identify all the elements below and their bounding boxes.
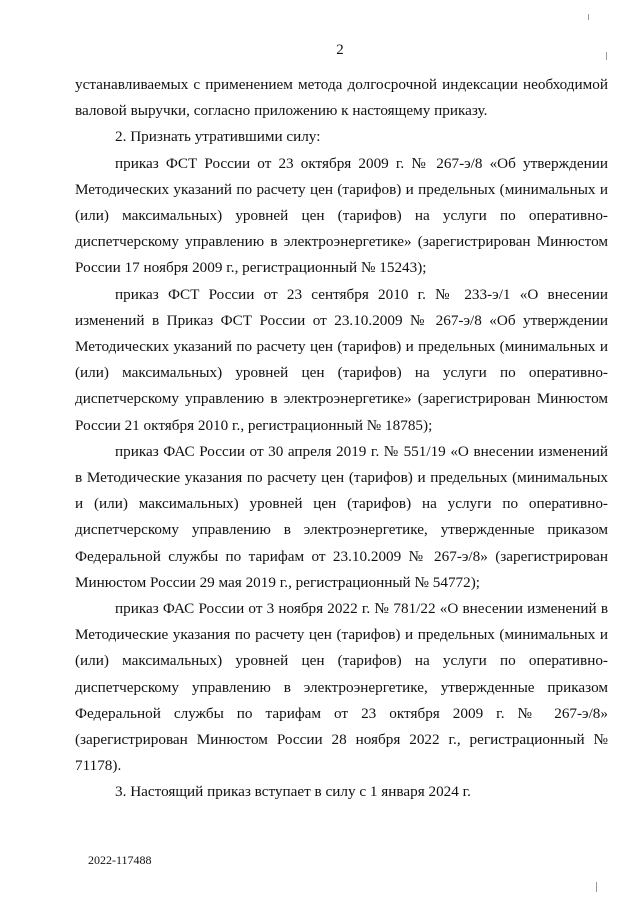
paragraph-order-fst-2009: приказ ФСТ России от 23 октября 2009 г. № 267-э/8 «Об утверждении Методических указаний по расчету цен (тарифов) и предельных (минимальных и (или) максимальных) уровней цен (тарифов) на услуги по оперативно-диспетчерскому управлению в электроэнергетике» (зарегистрирован Минюстом России 17 ноября 2009 г., регистрационный № 15243); — [75, 154, 608, 277]
document-body — [75, 72, 608, 806]
paragraph-order-fas-2019: приказ ФАС России от 30 апреля 2019 г. № 551/19 «О внесении изменений в Методические указания по расчету цен (тарифов) и предельных (минимальных и (или) максимальных) уровней цен (тарифов) на услуги по оперативно-диспетчерскому управлению в электроэнергетике, утвержденные приказом Федеральной службы по тарифам от 23.10.2009 № 267-э/8» (зарегистрирован Минюстом России 29 мая 2019 г., регистрационный № 54772); — [75, 442, 608, 591]
scan-artifact — [606, 52, 607, 60]
paragraph-order-fas-2022: приказ ФАС России от 3 ноября 2022 г. № 781/22 «О внесении изменений в Методические указания по расчету цен (тарифов) и предельных (минимальных и (или) максимальных) уровней цен (тарифов) на услуги по оперативно-диспетчерскому управлению в электроэнергетике, утвержденные приказом Федеральной службы по тарифам от 23 октября 2009 г. № 267-э/8» (зарегистрирован Минюстом России 28 ноября 2022 г., регистрационный № 71178). — [75, 600, 608, 775]
scan-artifact — [588, 14, 589, 20]
document-registration-code: 2022-117488 — [88, 853, 152, 867]
scan-artifact — [596, 882, 597, 892]
paragraph-continuation: устанавливаемых с применением метода долгосрочной индексации необходимой валовой выручки, согласно приложению к настоящему приказу. — [75, 76, 608, 120]
paragraph-item-2: 2. Признать утратившими силу: — [115, 128, 321, 146]
page-number: 2 — [336, 42, 344, 58]
paragraph-item-3: 3. Настоящий приказ вступает в силу с 1 января 2024 г. — [115, 783, 471, 801]
paragraph-order-fst-2010: приказ ФСТ России от 23 сентября 2010 г. № 233-э/1 «О внесении изменений в Приказ ФСТ России от 23.10.2009 № 267-э/8 «Об утверждении Методических указаний по расчету цен (тарифов) и предельных (минимальных и (или) максимальных) уровней цен (тарифов) на услуги по оперативно-диспетчерскому управлению в электроэнергетике» (зарегистрирован Минюстом России 21 октября 2010 г., регистрационный № 18785); — [75, 285, 608, 434]
